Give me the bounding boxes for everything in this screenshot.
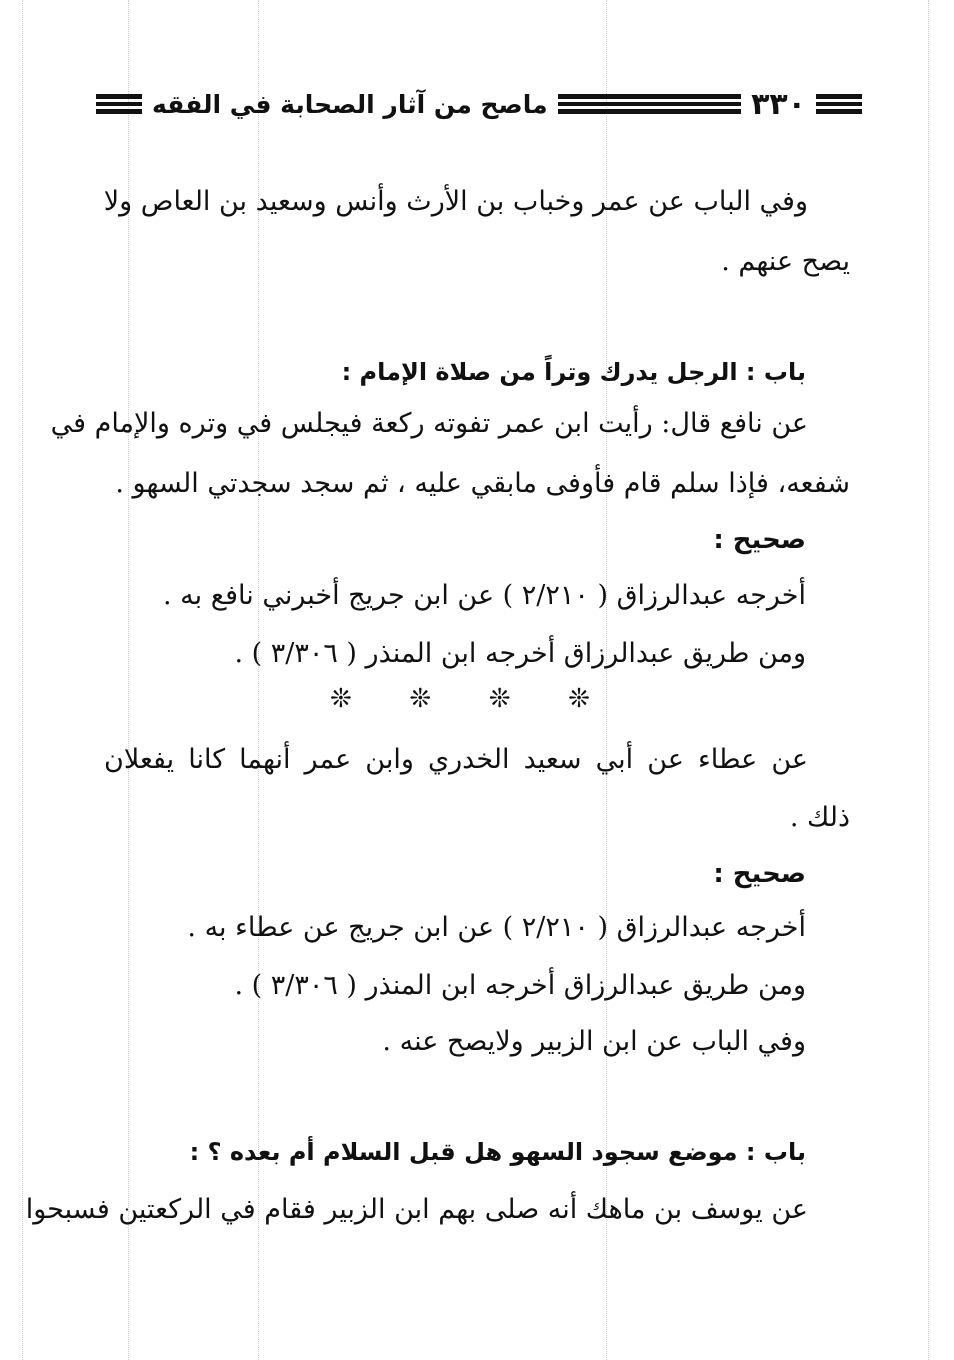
text-line: عن عطاء عن أبي سعيد الخدري وابن عمر أنهما كانا يفعلان — [104, 744, 808, 775]
text-line: شفعه، فإذا سلم قام فأوفى مابقي عليه ، ثم سجد سجدتي السهو . — [115, 468, 850, 499]
text-line: أخرجه عبدالرزاق ( ٢/٢١٠ ) عن ابن جريج أخبرني نافع به . — [162, 580, 806, 611]
authenticity-grade: صحيح : — [713, 525, 806, 555]
authenticity-grade: صحيح : — [713, 859, 806, 889]
page-number: ٣٣٠ — [751, 86, 806, 122]
text-line: وفي الباب عن عمر وخباب بن الأرث وأنس وسعيد بن العاص ولا — [103, 186, 808, 217]
section-heading: باب : الرجل يدرك وتراً من صلاة الإمام : — [341, 358, 806, 386]
header-rule — [816, 94, 862, 114]
section-heading: باب : موضع سجود السهو هل قبل السلام أم بعده ؟ : — [189, 1138, 806, 1166]
scan-guide-line — [928, 0, 929, 1360]
text-line: ومن طريق عبدالرزاق أخرجه ابن المنذر ( ٣/٣٠٦ ) . — [234, 638, 806, 669]
star-ornament-icon: ❊ — [330, 684, 352, 714]
header-rule — [96, 94, 142, 114]
text-line: عن نافع قال: رأيت ابن عمر تفوته ركعة فيجلس في وتره والإمام في — [50, 408, 808, 439]
star-ornament-icon: ❊ — [568, 684, 590, 714]
star-ornament-icon: ❊ — [488, 684, 511, 714]
text-line: يصح عنهم . — [721, 246, 850, 277]
running-header — [96, 80, 862, 128]
scan-guide-line — [22, 0, 23, 1360]
section-separator — [330, 684, 590, 714]
text-line: عن يوسف بن ماهك أنه صلى بهم ابن الزبير فقام في الركعتين فسبحوا — [25, 1194, 808, 1225]
text-line: ومن طريق عبدالرزاق أخرجه ابن المنذر ( ٣/٣٠٦ ) . — [234, 970, 806, 1001]
text-line: ذلك . — [789, 802, 850, 833]
text-line: أخرجه عبدالرزاق ( ٢/٢١٠ ) عن ابن جريج عن عطاء به . — [187, 912, 806, 943]
header-rule — [558, 94, 741, 114]
text-line: وفي الباب عن ابن الزبير ولايصح عنه . — [382, 1026, 806, 1057]
running-title: ماصح من آثار الصحابة في الفقه — [152, 89, 548, 119]
star-ornament-icon: ❊ — [409, 684, 432, 714]
